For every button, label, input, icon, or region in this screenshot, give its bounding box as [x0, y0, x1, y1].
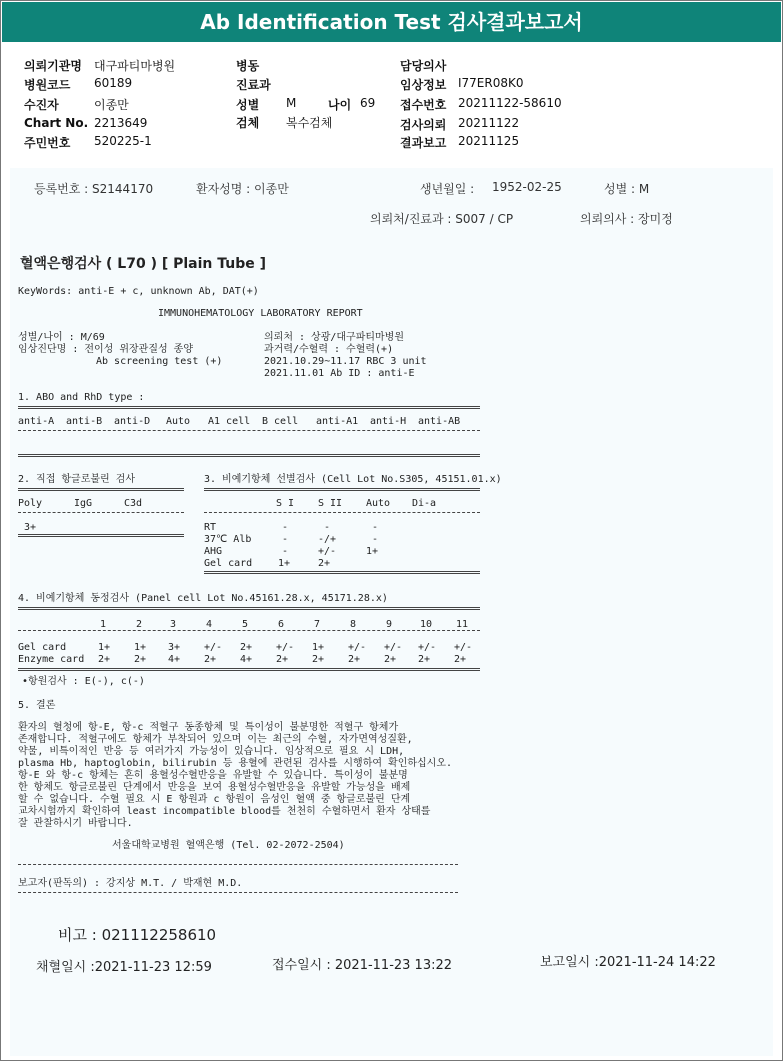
- patient-value: 이종만: [94, 98, 129, 112]
- conclusion-line: plasma Hb, haptoglobin, bilirubin 등 용혈에 관련된 검사를 시행하여 확인하십시오.: [18, 758, 453, 769]
- request-label: 검사의뢰: [400, 118, 447, 132]
- received-time: 접수일시 : 2021-11-23 13:22: [272, 958, 453, 973]
- panel-gel-value: +/-: [276, 642, 295, 653]
- clinical-label: 임상정보: [400, 78, 447, 92]
- chart-label: Chart No.: [24, 116, 89, 130]
- dat-poly-value: 3+: [24, 522, 37, 533]
- abo-h-anti-a: anti-A: [18, 416, 55, 427]
- sex-value: M: [286, 96, 297, 110]
- code-label: 병원코드: [24, 78, 71, 92]
- screen-cell: -: [282, 522, 289, 533]
- panel-enzyme-value: 2+: [276, 654, 289, 665]
- dat-h-igg: IgG: [74, 498, 93, 509]
- abo-rule-mid: [18, 430, 480, 431]
- panel-gel-value: +/-: [384, 642, 403, 653]
- info-diagnosis-2: Ab screening test (+): [96, 356, 223, 367]
- birthdate-value: 1952-02-25: [492, 180, 562, 194]
- panel-col-header: 1: [100, 619, 107, 630]
- panel-gel-value: 1+: [98, 642, 111, 653]
- screen-row-label: AHG: [204, 546, 223, 557]
- panel-enzyme-value: 2+: [204, 654, 217, 665]
- antigen-test: •항원검사 : E(-), c(-): [22, 676, 145, 687]
- abo-h-anti-h: anti-H: [370, 416, 407, 427]
- panel-col-header: 7: [314, 619, 321, 630]
- patient-label: 수진자: [24, 98, 59, 112]
- panel-rule-top: [18, 607, 480, 610]
- keywords: KeyWords: anti-E + c, unknown Ab, DAT(+): [18, 286, 259, 297]
- panel-gel-label: Gel card: [18, 642, 67, 653]
- ward-label: 병동: [236, 59, 260, 73]
- panel-enzyme-label: Enzyme card: [18, 654, 85, 665]
- abo-h-auto: Auto: [166, 416, 191, 427]
- panel-gel-value: +/-: [204, 642, 223, 653]
- panel-gel-value: 2+: [240, 642, 253, 653]
- screen-cell: -/+: [318, 534, 337, 545]
- screen-title: 3. 비예기항체 선별검사 (Cell Lot No.S305, 45151.01.x): [204, 474, 502, 485]
- specimen-value: 복수검체: [286, 116, 333, 130]
- screen-cell: -: [372, 522, 379, 533]
- doctor-label: 담당의사: [400, 59, 447, 73]
- screen-row-label: Gel card: [204, 558, 253, 569]
- referring-dept: 의뢰처/진료과 : S007 / CP: [370, 212, 514, 226]
- reported-time: 보고일시 :2021-11-24 14:22: [540, 955, 716, 970]
- panel-col-header: 10: [420, 619, 433, 630]
- abo-h-anti-d: anti-D: [114, 416, 151, 427]
- panel-gel-value: 1+: [134, 642, 147, 653]
- screen-cell: 2+: [318, 558, 331, 569]
- abo-h-anti-a1: anti-A1: [316, 416, 359, 427]
- panel-gel-value: +/-: [348, 642, 367, 653]
- panel-rule-bottom: [18, 668, 480, 671]
- panel-enzyme-value: 2+: [454, 654, 467, 665]
- birthdate-label: 생년월일 :: [420, 182, 475, 196]
- dat-h-c3d: C3d: [124, 498, 143, 509]
- conclusion-line: 교차시험까지 확인하여 least incompatible blood를 천천히 수혈하면서 환자 상태를: [18, 806, 431, 817]
- abo-rule-bottom: [18, 454, 480, 457]
- patient-sex: 성별 : M: [604, 182, 650, 196]
- collected-time: 채혈일시 :2021-11-23 12:59: [36, 960, 212, 975]
- panel-gel-value: +/-: [418, 642, 437, 653]
- hospital-value: 대구파티마병원: [94, 59, 176, 73]
- panel-enzyme-value: 2+: [312, 654, 325, 665]
- panel-col-header: 2: [136, 619, 143, 630]
- screen-h-auto: Auto: [366, 498, 391, 509]
- abo-h-anti-b: anti-B: [66, 416, 103, 427]
- section-title: 혈액은행검사 ( L70 ) [ Plain Tube ]: [20, 256, 267, 272]
- panel-title: 4. 비예기항체 동정검사 (Panel cell Lot No.45161.28.x, 45171.28.x): [18, 593, 388, 604]
- panel-col-header: 5: [242, 619, 249, 630]
- conclusion-line: 환자의 혈청에 항-E, 항-c 적혈구 동종항체 및 특이성이 불분명한 적혈구 항체가: [18, 722, 399, 733]
- reporter: 보고자(판독의) : 강지상 M.T. / 박재현 M.D.: [18, 878, 243, 889]
- dat-h-poly: Poly: [18, 498, 43, 509]
- dat-rule-bottom: [18, 534, 184, 537]
- conclusion-title: 5. 결론: [18, 700, 56, 711]
- screen-cell: -: [324, 522, 331, 533]
- panel-enzyme-value: 2+: [348, 654, 361, 665]
- conclusion-line: 항-E 와 항-c 항체는 흔히 용혈성수혈반응을 유발할 수 있습니다. 특이성이 불분명: [18, 770, 408, 781]
- panel-enzyme-value: 2+: [418, 654, 431, 665]
- specimen-label: 검체: [236, 116, 260, 130]
- age-label: 나이: [328, 98, 352, 112]
- screen-row-label: RT: [204, 522, 217, 533]
- sex-label: 성별: [236, 98, 260, 112]
- panel-enzyme-value: 2+: [134, 654, 147, 665]
- info-sex-age: 성별/나이 : M/69: [18, 332, 105, 343]
- abo-h-anti-ab: anti-AB: [418, 416, 461, 427]
- panel-col-header: 6: [278, 619, 285, 630]
- hospital-label: 의뢰기관명: [24, 59, 82, 73]
- screen-cell: +/-: [318, 546, 337, 557]
- screen-cell: 1+: [278, 558, 291, 569]
- dat-title: 2. 직접 항글로불린 검사: [18, 474, 136, 485]
- abo-h-a1-cell: A1 cell: [208, 416, 251, 427]
- info-history: 과거력/수혈력 : 수혈력(+): [264, 344, 394, 355]
- panel-enzyme-value: 4+: [240, 654, 253, 665]
- request-value: 20211122: [458, 116, 520, 130]
- info-history-3: 2021.11.01 Ab ID : anti-E: [264, 368, 415, 379]
- panel-col-header: 8: [350, 619, 357, 630]
- info-history-2: 2021.10.29~11.17 RBC 3 unit: [264, 356, 427, 367]
- note: 비고 : 021112258610: [58, 926, 217, 944]
- conclusion-line: 한 항체도 항글로불린 단계에서 반응을 보여 용혈성수혈반응을 유발할 가능성을 배제: [18, 782, 411, 793]
- page-title: Ab Identification Test 검사결과보고서: [2, 2, 781, 42]
- panel-enzyme-value: 4+: [168, 654, 181, 665]
- result-value: 20211125: [458, 134, 520, 148]
- abo-title: 1. ABO and RhD type :: [18, 392, 145, 403]
- dat-rule-mid: [18, 512, 184, 513]
- conclusion-line: 잘 관찰하시기 바랍니다.: [18, 818, 133, 829]
- panel-enzyme-value: 2+: [384, 654, 397, 665]
- reception-value: 20211122-58610: [458, 96, 562, 110]
- dat-rule-top: [18, 488, 184, 491]
- ssn-label: 주민번호: [24, 136, 71, 150]
- panel-gel-value: +/-: [454, 642, 473, 653]
- code-value: 60189: [94, 76, 133, 90]
- panel-gel-value: 1+: [312, 642, 325, 653]
- screen-cell: -: [282, 546, 289, 557]
- panel-rule-mid: [18, 630, 480, 631]
- panel-col-header: 3: [170, 619, 177, 630]
- screen-rule-mid: [204, 512, 480, 513]
- lab-contact: 서울대학교병원 혈액은행 (Tel. 02-2072-2504): [112, 840, 345, 851]
- reporter-rule-top: [18, 864, 458, 865]
- screen-rule-top: [204, 488, 480, 491]
- conclusion-line: 존재합니다. 적혈구에도 항체가 부착되어 있으며 이는 최근의 수혈, 자가면역성질환,: [18, 734, 413, 745]
- reception-label: 접수번호: [400, 98, 447, 112]
- panel-enzyme-value: 2+: [98, 654, 111, 665]
- screen-h-dia: Di-a: [412, 498, 437, 509]
- screen-h-sii: S II: [318, 498, 343, 509]
- info-diagnosis: 임상진단명 : 전이성 위장관질성 종양: [18, 344, 194, 355]
- clinical-value: I77ER08K0: [458, 76, 524, 90]
- ssn-value: 520225-1: [94, 134, 152, 148]
- panel-gel-value: 3+: [168, 642, 181, 653]
- registration-number: 등록번호 : S2144170: [34, 182, 154, 196]
- panel-col-header: 4: [206, 619, 213, 630]
- conclusion-line: 할 수 없습니다. 수혈 필요 시 E 항원과 c 항원이 음성인 혈액 중 항글로불린 단계: [18, 794, 411, 805]
- screen-cell: -: [372, 534, 379, 545]
- panel-col-header: 9: [386, 619, 393, 630]
- panel-col-header: 11: [456, 619, 469, 630]
- report-title: IMMUNOHEMATOLOGY LABORATORY REPORT: [158, 308, 363, 319]
- patient-name: 환자성명 : 이종만: [196, 182, 289, 196]
- screen-h-si: S I: [276, 498, 295, 509]
- report-image: [10, 168, 773, 1056]
- info-referral: 의뢰처 : 상광/대구파티마병원: [264, 332, 405, 343]
- abo-h-b-cell: B cell: [262, 416, 299, 427]
- chart-value: 2213649: [94, 116, 148, 130]
- conclusion-line: 약물, 비특이적인 반응 등 여러가지 가능성이 있습니다. 임상적으로 필요 시 LDH,: [18, 746, 405, 757]
- abo-rule-top: [18, 406, 480, 409]
- dept-label: 진료과: [236, 78, 271, 92]
- age-value: 69: [360, 96, 376, 110]
- screen-cell: 1+: [366, 546, 379, 557]
- screen-row-label: 37℃ Alb: [204, 534, 252, 545]
- result-label: 결과보고: [400, 136, 447, 150]
- screen-rule-bottom: [204, 571, 480, 574]
- reporter-rule-bottom: [18, 892, 458, 893]
- referring-doctor: 의뢰의사 : 장미정: [580, 212, 673, 226]
- screen-cell: -: [282, 534, 289, 545]
